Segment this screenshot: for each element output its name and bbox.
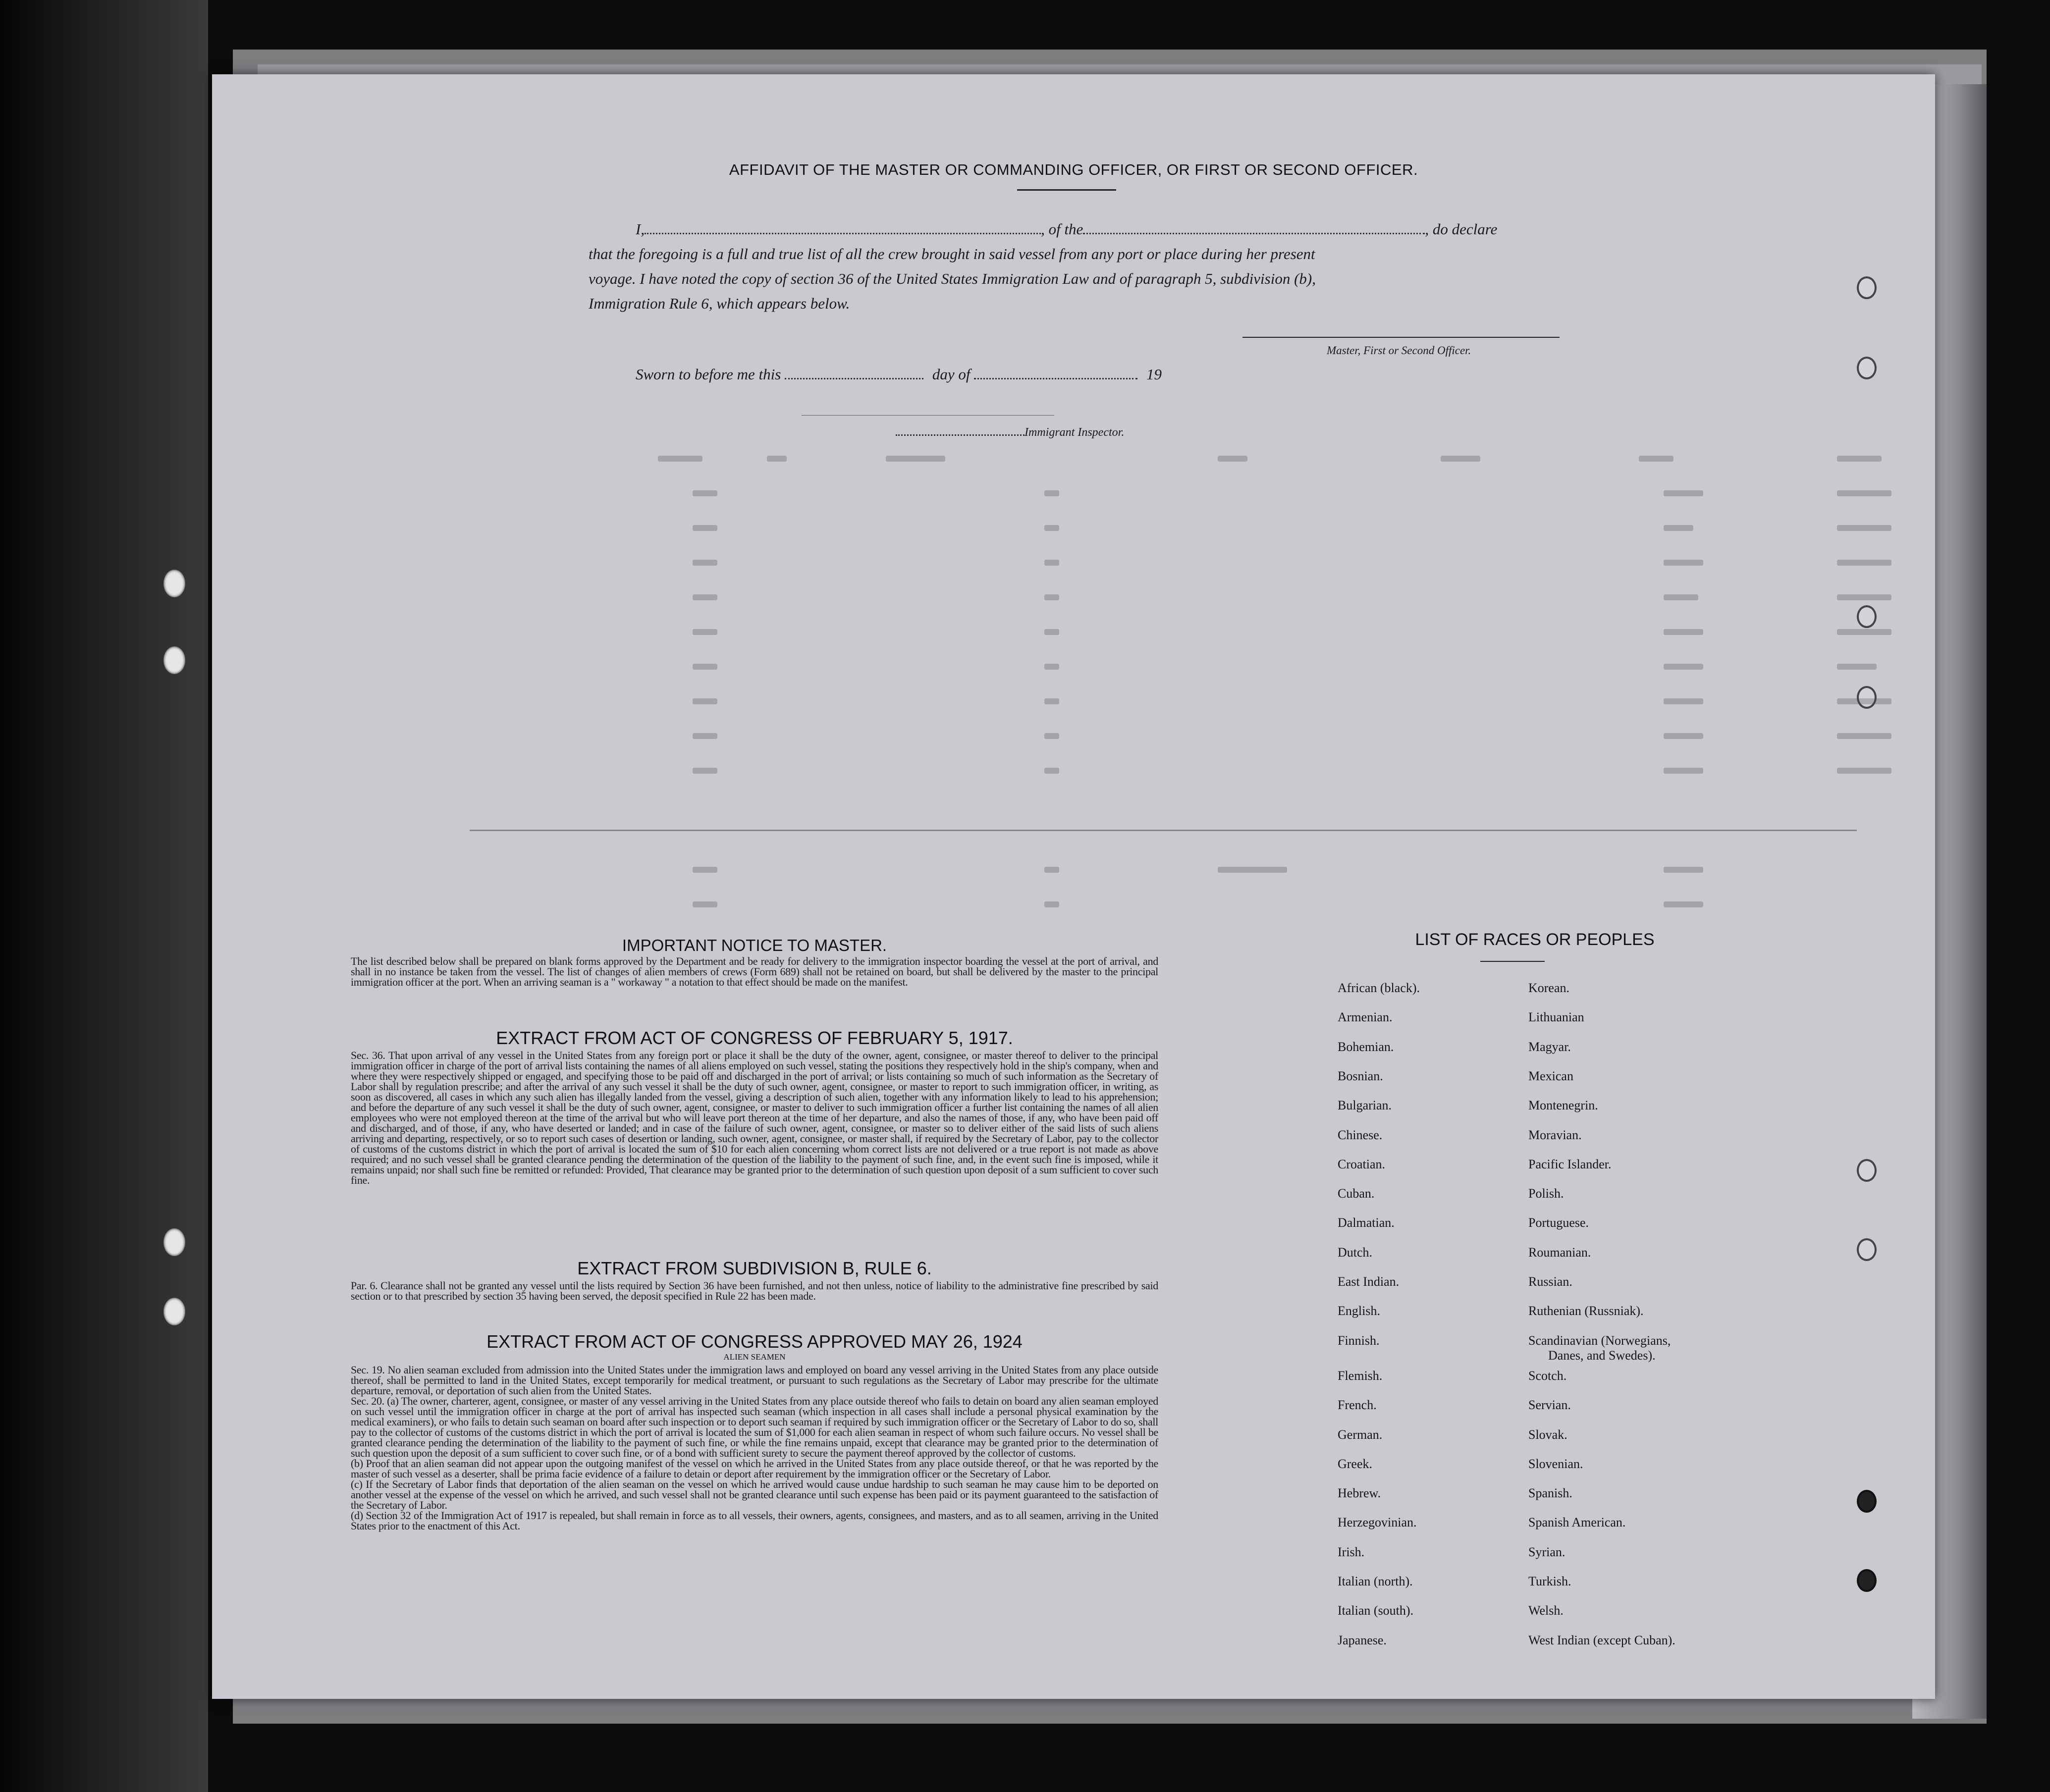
punch-hole bbox=[1857, 1159, 1877, 1182]
race-name: Moravian. bbox=[1528, 1127, 1582, 1142]
bleed-through bbox=[648, 560, 2050, 570]
bleed-through bbox=[648, 490, 2050, 500]
act-1924-sec20d: (d) Section 32 of the Immigration Act of 1917 is repealed, but shall remain in force as to all vessels, their owners, agents, consignees, and masters, and as to all seamen, arriving in the United States prior to the enactment of this Act. bbox=[351, 1509, 1158, 1532]
race-row bbox=[1338, 1039, 1571, 1054]
race-name: Italian (south). bbox=[1338, 1603, 1414, 1618]
race-name: Servian. bbox=[1528, 1398, 1571, 1413]
race-name: East Indian. bbox=[1338, 1274, 1400, 1289]
title-underline bbox=[1017, 189, 1116, 191]
bleed-through bbox=[648, 664, 2050, 674]
act-1924-sec20c: (c) If the Secretary of Labor finds that deportation of the alien seaman on the vessel on which he arrived would cause undue hardship to such seaman he may cause him to be deported on another vessel at the expense of the vessel on which he arrived, and such vessel shall not be granted clearance until such expense has been paid or its payment guaranteed to the satisfaction of the Secretary of Labor. bbox=[351, 1478, 1158, 1511]
race-name: English. bbox=[1338, 1304, 1380, 1318]
race-name: Croatian. bbox=[1338, 1157, 1386, 1171]
sworn-month-blank[interactable] bbox=[974, 378, 1137, 379]
race-row bbox=[1338, 1068, 1573, 1084]
rule6-title: EXTRACT FROM SUBDIVISION B, RULE 6. bbox=[577, 1258, 932, 1278]
race-name: Chinese. bbox=[1338, 1127, 1383, 1142]
race-row bbox=[1338, 1427, 1567, 1442]
punch-hole bbox=[1857, 1490, 1877, 1513]
signature-label: Master, First or Second Officer. bbox=[1327, 344, 1471, 357]
bleed-through bbox=[648, 594, 2050, 604]
race-row bbox=[1338, 981, 1570, 996]
rule6-body: Par. 6. Clearance shall not be granted any vessel until the lists required by Section 36 have been furnished, and not then unless, notice of liability to the administrative fine prescribed by said section or to that prescribed by section 35 having been served, the deposit specified in Rule 22 has been made. bbox=[351, 1279, 1158, 1302]
race-name: African (black). bbox=[1338, 981, 1420, 995]
race-name: Scotch. bbox=[1528, 1368, 1567, 1383]
race-name: Spanish. bbox=[1528, 1486, 1572, 1501]
race-row bbox=[1338, 1633, 1675, 1648]
binder-hole bbox=[163, 646, 185, 674]
race-name: Roumanian. bbox=[1528, 1245, 1591, 1260]
act-1924-title: EXTRACT FROM ACT OF CONGRESS APPROVED MAY 26, 1924 bbox=[486, 1331, 1023, 1352]
race-row bbox=[1338, 1398, 1571, 1413]
act-1924-sec19: Sec. 19. No alien seaman excluded from admission into the United States under the immigration laws and employed on board any vessel arriving in the United States from any place outside thereof, shall be permitted to land in the United States, except temporarily for medical treatment, or pursuant to such regulations as the Secretary of Labor may prescribe for the ultimate departure, removal, or deportation of such alien from the United States. bbox=[351, 1364, 1158, 1397]
race-name: Magyar. bbox=[1528, 1039, 1571, 1054]
act-1917-title: EXTRACT FROM ACT OF CONGRESS OF FEBRUARY 5, 1917. bbox=[496, 1028, 1013, 1048]
race-name: Flemish. bbox=[1338, 1368, 1383, 1383]
inspector-rule-top bbox=[802, 415, 1054, 416]
race-row bbox=[1338, 1368, 1567, 1383]
race-row bbox=[1338, 1157, 1612, 1172]
bleed-through bbox=[648, 629, 2050, 639]
race-name: Finnish. bbox=[1338, 1333, 1380, 1348]
race-row bbox=[1338, 1127, 1582, 1143]
race-name: Mexican bbox=[1528, 1068, 1573, 1083]
punch-hole bbox=[1857, 276, 1877, 299]
affidavit-line-3: voyage. I have noted the copy of section 36 of the United States Immigration Law and of paragraph 5, subdivision (b), bbox=[589, 270, 1316, 287]
race-name: Bulgarian. bbox=[1338, 1098, 1392, 1113]
act-1924-body bbox=[351, 1365, 1158, 1531]
vessel-blank[interactable] bbox=[1083, 233, 1425, 234]
races-title-underline bbox=[1480, 961, 1545, 962]
race-name: Turkish. bbox=[1528, 1574, 1571, 1588]
race-name: Syrian. bbox=[1528, 1544, 1565, 1559]
signature-line bbox=[1242, 337, 1560, 338]
notice-title: IMPORTANT NOTICE TO MASTER. bbox=[622, 936, 887, 954]
race-row bbox=[1338, 1544, 1565, 1560]
act-1917-body: Sec. 36. That upon arrival of any vessel in the United States from any foreign port or place it shall be the duty of the owner, agent, consignee, or master thereof to deliver to the principal immigration officer in charge of the port of arrival lists containing the names of all aliens employed on such vessel, stating the positions they respectively hold in the ship's company, when and where they were respectively shipped or engaged, and specifying those to be paid off and discharged in the port of arrival; or lists containing so much of such information as the Secretary of Labor shall by regulation prescribe; and after the arrival of any such vessel it shall be the duty of such owner, agent, consignee, or master to report to such immigration officer, in writing, as soon as discovered, all cases in which any such alien has illegally landed from the vessel, giving a description of such alien, together with any information likely to lead to his apprehension; and before the departure of any such vessel it shall be the duty of such owner, agent, consignee, or master to deliver to such immigration officer a further list containing the names of all alien employees who were not employed thereon at the time of the arrival but who will leave port thereon at the time of her departure, and also the names of those, if any, who have been paid off and discharged, and of those, if any, who have deserted or landed; and in case of the failure of such owner, agent, consignee, or master so to deliver either of the said lists of such aliens arriving and departing, respectively, or so to report such cases of desertion or landing, such owner, agent, consignee, or master shall, if required by the Secretary of Labor, pay to the collector of customs of the customs district in which the port of arrival is located the sum of $10 for each alien concerning whom correct lists are not delivered or a true report is not made as above required; and no such vessel shall be granted clearance pending the determination of the question of the liability to the payment of such fine, and, in the event such fine is imposed, while it remains unpaid; nor shall such fine be remitted or refunded: Provided, That clearance may be granted prior to the determination of such question upon deposit of a sum sufficient to cover such fine. bbox=[351, 1049, 1158, 1186]
race-name: Spanish American. bbox=[1528, 1515, 1626, 1530]
affidavit-line-2: that the foregoing is a full and true list of all the crew brought in said vessel from any port or place during her present bbox=[589, 245, 1315, 263]
race-name: Slovenian. bbox=[1528, 1456, 1583, 1471]
race-name: Russian. bbox=[1528, 1274, 1572, 1289]
notice-body: The list described below shall be prepared on blank forms approved by the Department and be ready for delivery to the immigration inspector boarding the vessel at the port of arrival, and shall in no instance be taken from the vessel. The list of changes of alien members of crews (Form 689) shall not be retained on board, but shall be delivered by the master to the principal immigration officer at the port. When an arriving seaman is a " workaway " a notation to that effect should be made on the manifest. bbox=[351, 955, 1158, 988]
race-row bbox=[1338, 1215, 1589, 1230]
punch-hole bbox=[1857, 1238, 1877, 1261]
race-name: Japanese. bbox=[1338, 1633, 1387, 1647]
race-row bbox=[1338, 1574, 1571, 1589]
bleed-through bbox=[648, 456, 2050, 466]
race-name: Hebrew. bbox=[1338, 1486, 1381, 1501]
race-name: Korean. bbox=[1528, 981, 1570, 995]
race-row bbox=[1338, 1515, 1626, 1530]
race-name: Polish. bbox=[1528, 1186, 1564, 1201]
act-1924-sec20a: Sec. 20. (a) The owner, charterer, agent, consignee, or master of any vessel arriving in the United States from any place outside thereof who fails to detain on board any alien seaman employed on such vessel until the immigration officer in charge at the port of arrival has inspected such seaman (which inspection in all cases shall include a personal physical examination by the medical examiners), or who fails to detain such seaman on board after such inspection or to deport such seaman if required by such immigration officer or the Secretary of Labor to do so, shall pay to the collector of customs of the customs district in which the port of arrival is located the sum of $1,000 for each alien seaman in respect of whom such failure occurs. No vessel shall be granted clearance pending the determination of the liability to the payment of such fine, or while the fine remains unpaid, except that clearance may be granted prior to the determination of such question upon the deposit of a sum sufficient to cover such fine, or of a bond with sufficient surety to secure the payment thereof approved by the collector of customs. bbox=[351, 1395, 1158, 1459]
race-name: Montenegrin. bbox=[1528, 1098, 1598, 1113]
race-name: Portuguese. bbox=[1528, 1215, 1589, 1230]
race-name: Pacific Islander. bbox=[1528, 1157, 1612, 1171]
bleed-through bbox=[648, 901, 2050, 911]
race-name: German. bbox=[1338, 1427, 1383, 1442]
affidavit-title: AFFIDAVIT OF THE MASTER OR COMMANDING OFFICER, OR FIRST OR SECOND OFFICER. bbox=[729, 161, 1418, 178]
race-row bbox=[1338, 1186, 1564, 1201]
sworn-line: Sworn to before me this day of 19 bbox=[636, 366, 1162, 383]
race-row bbox=[1338, 1098, 1598, 1113]
race-row bbox=[1338, 1603, 1564, 1618]
inspector-line: Immigrant Inspector. bbox=[896, 426, 1124, 439]
race-name: Bohemian. bbox=[1338, 1039, 1394, 1054]
bleed-through bbox=[648, 867, 2050, 877]
punch-hole bbox=[1857, 605, 1877, 628]
race-name: West Indian (except Cuban). bbox=[1528, 1633, 1675, 1647]
bleed-through bbox=[648, 525, 2050, 535]
race-row bbox=[1338, 1274, 1572, 1289]
race-name: Lithuanian bbox=[1528, 1010, 1584, 1025]
act-1924-subtitle: ALIEN SEAMEN bbox=[723, 1352, 786, 1362]
race-name: Cuban. bbox=[1338, 1186, 1375, 1201]
affidavit-line-4: Immigration Rule 6, which appears below. bbox=[589, 295, 850, 312]
race-name: Scandinavian (Norwegians, Danes, and Swedes). bbox=[1528, 1333, 1671, 1363]
race-name: Italian (north). bbox=[1338, 1574, 1413, 1588]
affidavit-line-1: I, , of the , do declare bbox=[636, 220, 1498, 238]
race-row bbox=[1338, 1333, 1671, 1363]
race-row bbox=[1338, 1456, 1583, 1472]
race-name: Herzegovinian. bbox=[1338, 1515, 1417, 1530]
bleed-through-rule bbox=[470, 830, 1857, 831]
race-name: Dutch. bbox=[1338, 1245, 1373, 1260]
binder-hole bbox=[163, 570, 185, 597]
sworn-day-blank[interactable] bbox=[785, 378, 923, 379]
bleed-through bbox=[648, 698, 2050, 708]
races-title: LIST OF RACES OR PEOPLES bbox=[1415, 930, 1655, 949]
act-1924-sec20b: (b) Proof that an alien seaman did not appear upon the outgoing manifest of the vessel on which he arrived in the United States from any place outside thereof, or that he was reported by the master of such vessel as a deserter, shall be prima facie evidence of a failure to detain or deport after requirement by the immigration officer or the Secretary of Labor. bbox=[351, 1457, 1158, 1480]
bleed-through bbox=[648, 733, 2050, 743]
inspector-blank[interactable] bbox=[896, 434, 1025, 436]
binder-hole bbox=[163, 1298, 185, 1325]
name-blank[interactable] bbox=[645, 233, 1041, 234]
race-row bbox=[1338, 1486, 1572, 1501]
binder-edge bbox=[0, 0, 208, 1792]
race-name: Dalmatian. bbox=[1338, 1215, 1395, 1230]
race-name: Welsh. bbox=[1528, 1603, 1564, 1618]
race-name: Armenian. bbox=[1338, 1010, 1393, 1025]
race-row bbox=[1338, 1304, 1644, 1318]
race-name: Ruthenian (Russniak). bbox=[1528, 1304, 1644, 1318]
race-name: Greek. bbox=[1338, 1456, 1373, 1471]
punch-hole bbox=[1857, 357, 1877, 379]
punch-hole bbox=[1857, 1569, 1877, 1592]
race-row bbox=[1338, 1245, 1591, 1260]
race-name: Bosnian. bbox=[1338, 1068, 1383, 1083]
bleed-through bbox=[648, 768, 2050, 778]
binder-hole bbox=[163, 1228, 185, 1256]
race-row bbox=[1338, 1010, 1584, 1025]
document-page bbox=[212, 74, 1935, 1699]
race-name: Slovak. bbox=[1528, 1427, 1567, 1442]
race-name: Irish. bbox=[1338, 1544, 1365, 1559]
race-name: French. bbox=[1338, 1398, 1377, 1413]
